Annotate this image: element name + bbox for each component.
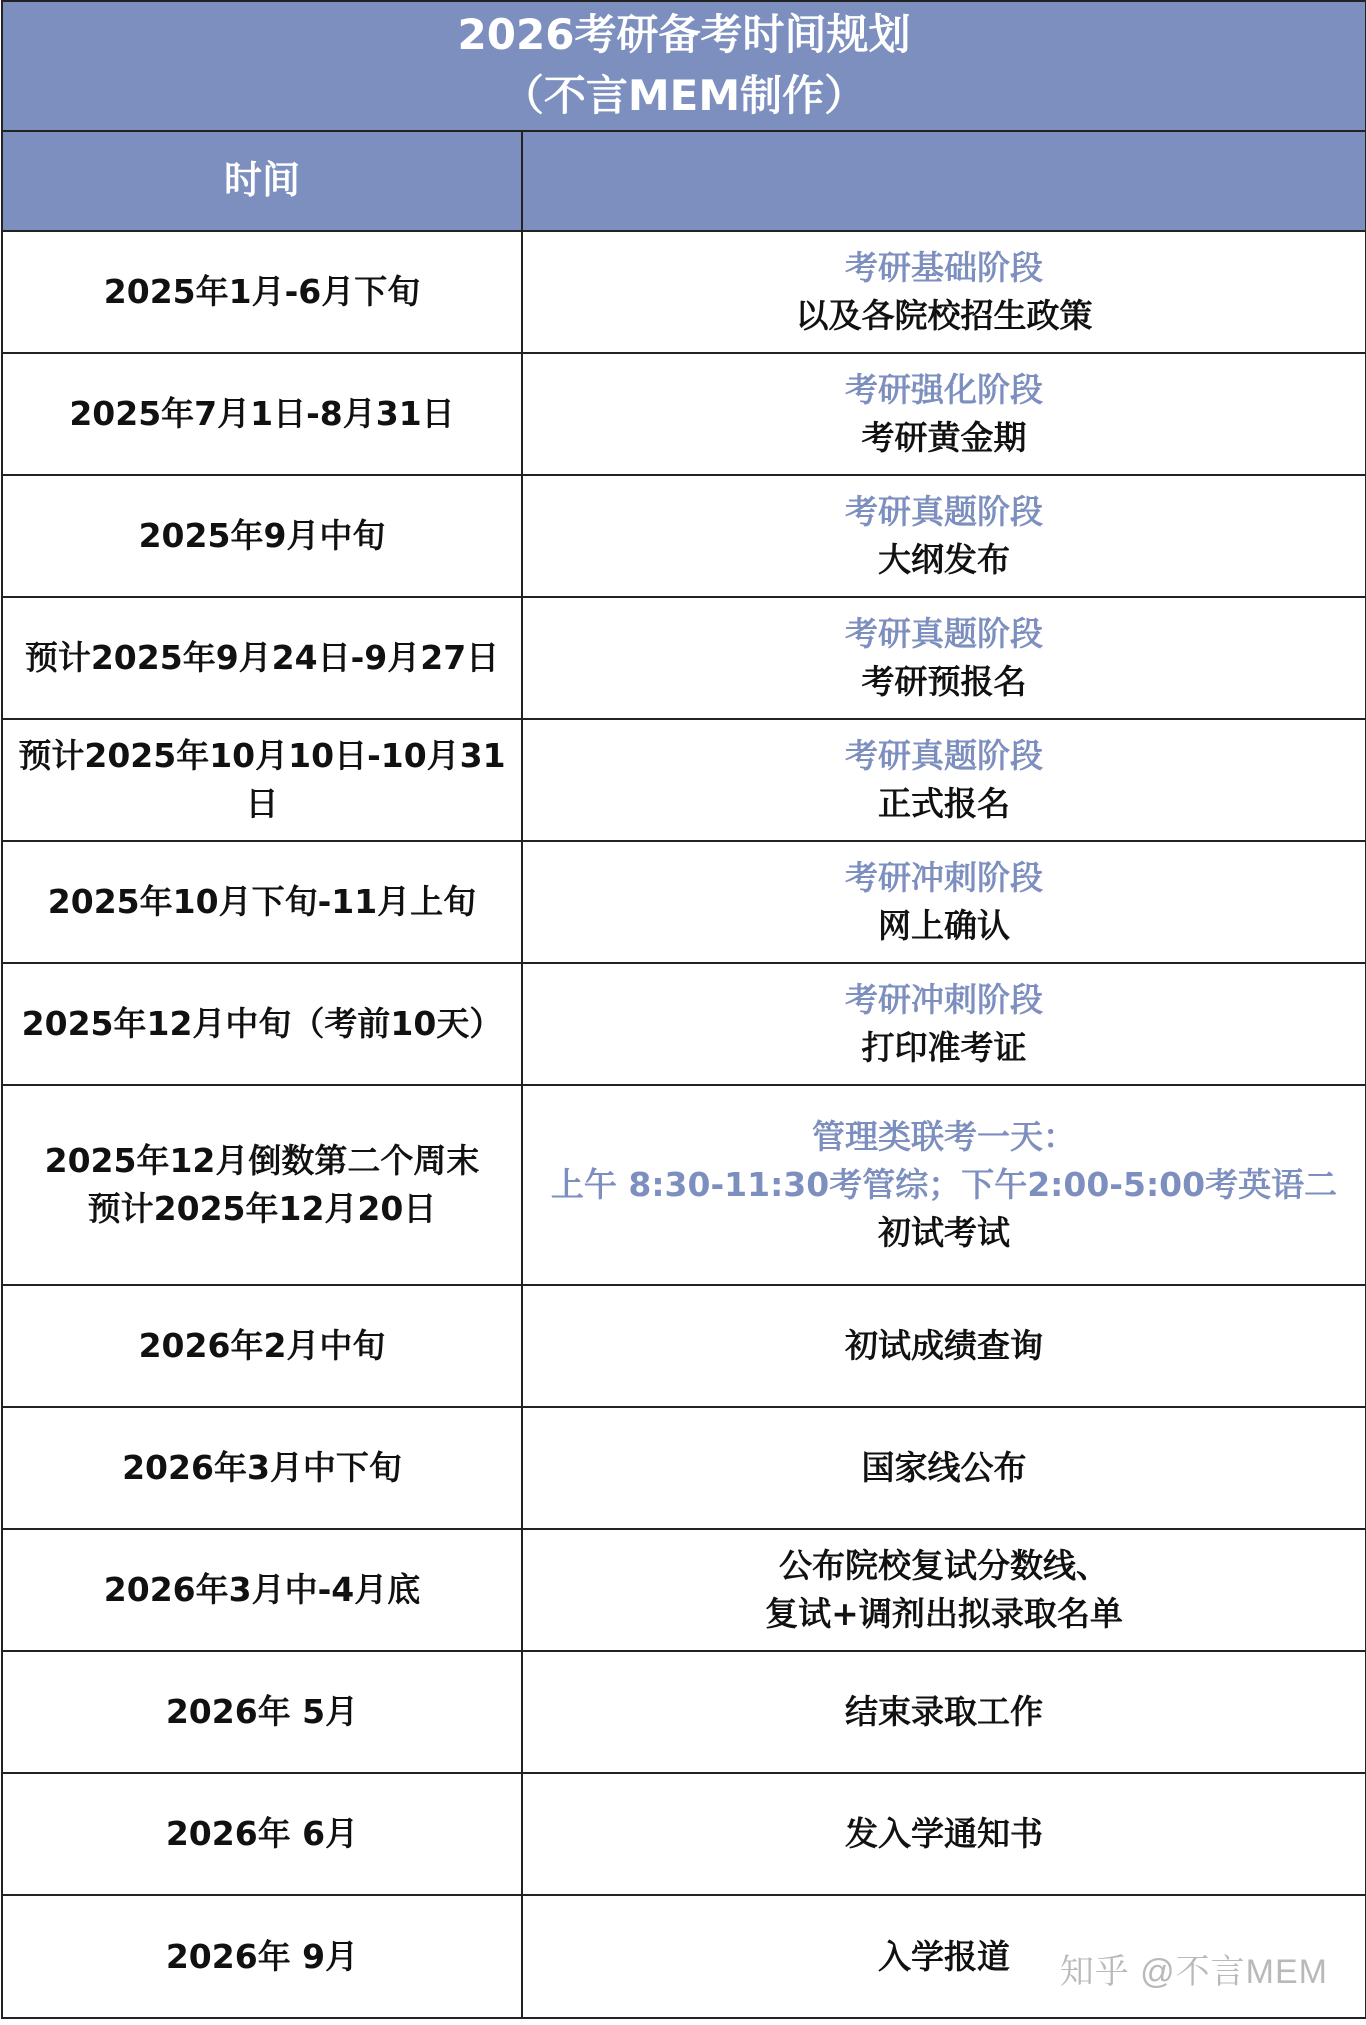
event-cell: [522, 475, 1366, 597]
stage-label: 考研真题阶段: [845, 614, 1043, 654]
event-detail: 考研黄金期: [861, 418, 1027, 457]
event-detail: 入学报道: [878, 1936, 1010, 1976]
stage-label: 管理类联考一天：: [812, 1117, 1076, 1157]
event-detail: 国家线公布: [861, 1448, 1027, 1488]
event-cell: [522, 1407, 1366, 1529]
time-cell: [2, 353, 522, 475]
time-cell: [2, 963, 522, 1085]
time-cell: [2, 597, 522, 719]
column-header-time: 时间: [2, 131, 522, 231]
event-detail: 复试+调剂出拟录取名单: [765, 1594, 1123, 1633]
column-header-event: [522, 131, 1366, 231]
time-cell: [2, 1407, 522, 1529]
table-row: [2, 353, 1366, 475]
table-row: [2, 963, 1366, 1085]
stage-label: 上午 8:30-11:30考管综；下午2:00-5:00考英语二: [550, 1165, 1338, 1205]
time-text: 2025年7月1日-8月31日: [69, 394, 455, 434]
time-cell: [2, 1285, 522, 1407]
time-cell: [2, 475, 522, 597]
time-text: 2026年 5月: [165, 1692, 359, 1732]
title-line-1: 2026考研备考时间规划: [457, 10, 911, 60]
time-cell: [2, 841, 522, 963]
table-row: [2, 597, 1366, 719]
time-text: 2025年1月-6月下旬: [103, 272, 421, 312]
event-detail: 打印准考证: [861, 1028, 1027, 1067]
event-detail: 以及各院校招生政策: [795, 296, 1093, 335]
watermark: 知乎 @不言MEM: [1059, 1953, 1328, 1991]
event-detail: 发入学通知书: [845, 1814, 1043, 1854]
schedule-table-body: [2, 1, 1366, 2018]
event-detail: 考研预报名: [861, 662, 1027, 701]
event-cell: [522, 1529, 1366, 1651]
event-cell: [522, 353, 1366, 475]
time-text: 2025年10月下旬-11月上旬: [47, 882, 477, 922]
schedule-table: [1, 0, 1366, 2019]
time-cell: [2, 1895, 522, 2018]
event-detail: 初试成绩查询: [845, 1326, 1043, 1366]
time-text: 预计2025年12月20日: [87, 1189, 437, 1228]
event-detail: 大纲发布: [878, 540, 1010, 579]
time-cell: [2, 1651, 522, 1773]
stage-label: 考研强化阶段: [845, 370, 1043, 410]
event-cell: [522, 597, 1366, 719]
event-cell: [522, 231, 1366, 353]
event-detail: 结束录取工作: [845, 1692, 1043, 1732]
stage-label: 考研冲刺阶段: [845, 858, 1043, 898]
time-text: 2026年 9月: [165, 1936, 359, 1976]
time-text: 2026年3月中下旬: [122, 1448, 402, 1488]
time-text: 2025年12月中旬（考前10天）: [21, 1004, 503, 1044]
title-line-2: （不言MEM制作）: [501, 71, 867, 120]
time-text: 2025年12月倒数第二个周末: [44, 1141, 480, 1181]
event-cell: [522, 1085, 1366, 1285]
event-cell: [522, 1285, 1366, 1407]
event-cell: [522, 841, 1366, 963]
table-row: [2, 1085, 1366, 1285]
table-row: [2, 719, 1366, 841]
table-row: [2, 231, 1366, 353]
event-cell: [522, 1773, 1366, 1895]
title-row: [2, 1, 1366, 131]
time-text: 2025年9月中旬: [138, 516, 386, 556]
header-row: [2, 131, 1366, 231]
time-cell: [2, 719, 522, 841]
table-row: [2, 1407, 1366, 1529]
time-text: 2026年 6月: [165, 1814, 359, 1854]
time-cell: [2, 231, 522, 353]
stage-label: 考研基础阶段: [845, 248, 1043, 288]
event-detail: 公布院校复试分数线、: [779, 1546, 1109, 1586]
table-row: [2, 1773, 1366, 1895]
time-text: 预计2025年10月10日-10月31日: [18, 736, 506, 823]
event-detail: 网上确认: [878, 906, 1010, 945]
time-text: 2026年3月中-4月底: [103, 1570, 421, 1610]
time-text: 2026年2月中旬: [138, 1326, 386, 1366]
time-text: 预计2025年9月24日-9月27日: [24, 638, 500, 678]
time-cell: [2, 1773, 522, 1895]
event-cell: [522, 1651, 1366, 1773]
stage-label: 考研冲刺阶段: [845, 980, 1043, 1020]
stage-label: 考研真题阶段: [845, 492, 1043, 532]
table-row: [2, 1529, 1366, 1651]
event-detail: 正式报名: [878, 784, 1010, 823]
table-row: [2, 1285, 1366, 1407]
time-cell: [2, 1529, 522, 1651]
page-title: [2, 1, 1366, 131]
table-row: [2, 475, 1366, 597]
time-cell: [2, 1085, 522, 1285]
event-cell: [522, 719, 1366, 841]
event-cell: [522, 963, 1366, 1085]
table-row: [2, 1651, 1366, 1773]
table-row: [2, 841, 1366, 963]
stage-label: 考研真题阶段: [845, 736, 1043, 776]
event-detail: 初试考试: [878, 1212, 1010, 1252]
